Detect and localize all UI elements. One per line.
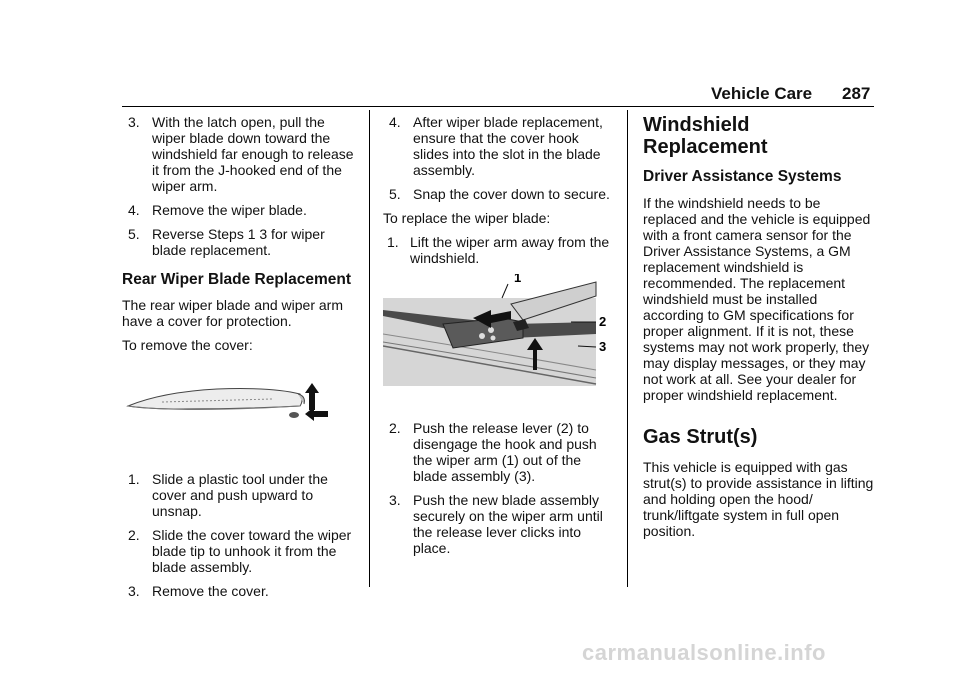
list-item xyxy=(122,583,357,599)
step-number: 1. xyxy=(387,234,399,250)
step-number: 1. xyxy=(128,471,140,487)
list-item xyxy=(383,420,613,484)
paragraph: If the windshield needs to be replaced and the vehicle is equipped with a front camera sensor for the Driver Assistance Systems, a GM replacement windshield is recommended. The replacement windshield must be installed according to GM specifications for proper alignment. If it is not, these systems may not work properly, they may display messages, or they may not work at all. See your dealer for proper windshield replacement. xyxy=(643,195,871,403)
step-text: Snap the cover down to secure. xyxy=(413,186,610,202)
step-text: Remove the cover. xyxy=(152,583,269,599)
list-item xyxy=(383,114,613,178)
section-title-windshield-replacement: Windshield Replacement xyxy=(643,114,768,158)
page-number: 287 xyxy=(842,84,871,103)
step-number: 3. xyxy=(389,492,401,508)
step-number: 4. xyxy=(389,114,401,130)
step-number: 3. xyxy=(128,114,140,130)
section-title-gas-struts: Gas Strut(s) xyxy=(643,426,758,448)
column-divider-1 xyxy=(369,110,370,587)
list-item xyxy=(122,114,357,194)
step-number: 5. xyxy=(128,226,140,242)
callout-1: 1 xyxy=(514,274,522,285)
step-text: Lift the wiper arm away from the windshield. xyxy=(410,234,610,266)
column-2 xyxy=(383,114,613,564)
list-item xyxy=(383,234,613,266)
step-text: Push the new blade assembly securely on the wiper arm until the release lever clicks into place. xyxy=(413,492,603,556)
paragraph: To remove the cover: xyxy=(122,337,253,353)
section-heading-rear-wiper: Rear Wiper Blade Replacement xyxy=(122,271,351,288)
list-item xyxy=(383,186,613,202)
list-item xyxy=(122,202,357,218)
column-3 xyxy=(643,114,878,547)
wiper-blade-illustration xyxy=(383,274,613,414)
header-section-title: Vehicle Care xyxy=(711,84,813,103)
list-item xyxy=(122,527,357,575)
subheading-driver-assistance: Driver Assistance Systems xyxy=(643,168,842,185)
step-text: Slide the cover toward the wiper blade tip to unhook it from the blade assembly. xyxy=(152,527,352,575)
step-number: 2. xyxy=(389,420,401,436)
header-rule xyxy=(122,106,874,107)
step-number: 2. xyxy=(128,527,140,543)
column-divider-2 xyxy=(627,110,628,587)
step-number: 3. xyxy=(128,583,140,599)
paragraph: To replace the wiper blade: xyxy=(383,210,551,226)
step-text: Reverse Steps 1 3 for wiper blade replacement. xyxy=(152,226,325,258)
list-item xyxy=(122,471,357,519)
step-text: Slide a plastic tool under the cover and push upward to unsnap. xyxy=(152,471,328,519)
paragraph: The rear wiper blade and wiper arm have a cover for protection. xyxy=(122,297,343,329)
callout-3: 3 xyxy=(599,339,607,354)
rear-wiper-cover-illustration xyxy=(122,361,357,467)
paragraph: This vehicle is equipped with gas strut(s) to provide assistance in lifting and holding open the hood/ trunk/liftgate system in full open position. xyxy=(643,459,874,539)
slide-left-arrow-icon xyxy=(305,407,328,421)
list-item xyxy=(122,226,357,258)
step-text: With the latch open, pull the wiper blade down toward the windshield far enough to release it from the J-hooked end of the wiper arm. xyxy=(152,114,354,194)
step-number: 4. xyxy=(128,202,140,218)
push-up-arrow-icon xyxy=(305,383,319,410)
list-item xyxy=(383,492,613,556)
step-text: After wiper blade replacement, ensure that the cover hook slides into the slot in the blade assembly. xyxy=(413,114,603,178)
column-1 xyxy=(122,114,357,607)
sub-steps xyxy=(383,234,613,266)
watermark: carmanualsonline.info xyxy=(582,640,826,665)
step-number: 5. xyxy=(389,186,401,202)
step-text: Remove the wiper blade. xyxy=(152,202,307,218)
step-text: Push the release lever (2) to disengage the hook and push the wiper arm (1) out of the blade assembly (3). xyxy=(413,420,597,484)
callout-2: 2 xyxy=(599,314,607,329)
